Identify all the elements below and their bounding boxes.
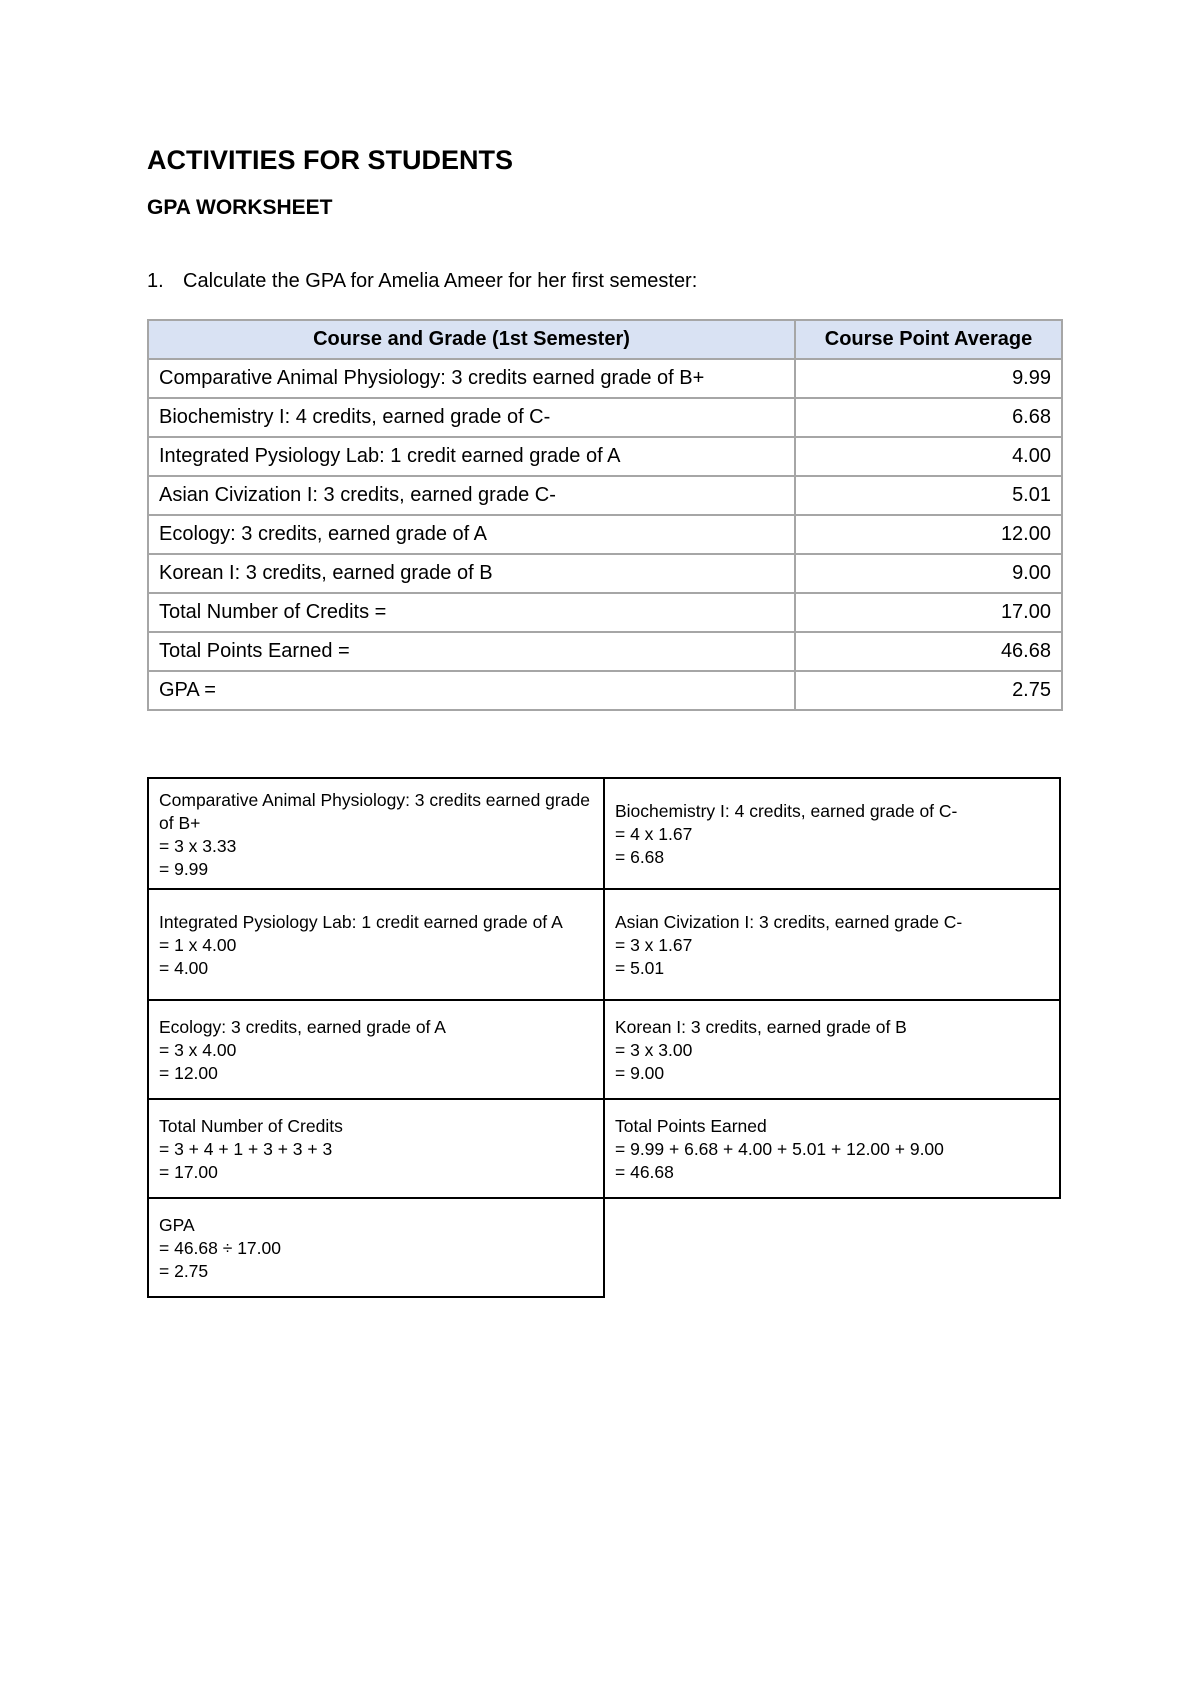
calculation-row (148, 778, 1060, 889)
calculation-formula: = 3 x 4.00 (159, 1040, 237, 1060)
calculation-cell (604, 1000, 1060, 1099)
total-credits-label: Total Number of Credits = (148, 593, 795, 632)
empty-cell (604, 1198, 1060, 1297)
gpa-value: 2.75 (795, 671, 1062, 710)
page-subtitle: GPA WORKSHEET (147, 196, 333, 219)
calculation-cell (148, 1000, 604, 1099)
calculation-course: Biochemistry I: 4 credits, earned grade of C- (615, 801, 958, 821)
calculation-formula: = 4 x 1.67 (615, 824, 693, 844)
course-cell: Comparative Animal Physiology: 3 credits earned grade of B+ (148, 359, 795, 398)
question-text: Calculate the GPA for Amelia Ameer for her first semester: (183, 270, 698, 292)
course-cell: Korean I: 3 credits, earned grade of B (148, 554, 795, 593)
gpa-row (148, 671, 1062, 710)
table-row (148, 515, 1062, 554)
calculation-result: = 9.99 (159, 858, 209, 879)
page-title: ACTIVITIES FOR STUDENTS (147, 145, 514, 175)
total-credits-value: 17.00 (795, 593, 1062, 632)
points-cell: 6.68 (795, 398, 1062, 437)
points-cell: 9.00 (795, 554, 1062, 593)
table-row (148, 554, 1062, 593)
points-cell: 4.00 (795, 437, 1062, 476)
table-row (148, 476, 1062, 515)
calculation-result: = 6.68 (615, 847, 665, 867)
question-number: 1. (147, 270, 164, 292)
calculation-formula: = 3 x 1.67 (615, 935, 693, 955)
calculation-course: Ecology: 3 credits, earned grade of A (159, 1017, 446, 1037)
column-header-points: Course Point Average (795, 320, 1062, 359)
total-points-row (148, 632, 1062, 671)
calculation-formula: = 3 x 3.33 (159, 835, 237, 856)
question-1 (147, 270, 697, 293)
calculation-result: = 4.00 (159, 958, 209, 978)
total-points-value: 46.68 (795, 632, 1062, 671)
calculation-table (147, 777, 1061, 1298)
table-row (148, 437, 1062, 476)
calculation-course: Asian Civization I: 3 credits, earned grade C- (615, 912, 963, 932)
calculation-row (148, 889, 1060, 1000)
grades-table (147, 319, 1063, 711)
calculation-result: = 46.68 (615, 1162, 674, 1182)
calculation-label: Total Number of Credits (159, 1116, 343, 1136)
calculation-formula: = 3 + 4 + 1 + 3 + 3 + 3 (159, 1139, 333, 1159)
total-points-label: Total Points Earned = (148, 632, 795, 671)
calculation-result: = 9.00 (615, 1063, 665, 1083)
course-cell: Integrated Pysiology Lab: 1 credit earned grade of A (148, 437, 795, 476)
calculation-label: Total Points Earned (615, 1116, 767, 1136)
course-cell: Ecology: 3 credits, earned grade of A (148, 515, 795, 554)
points-cell: 5.01 (795, 476, 1062, 515)
calculation-course: Korean I: 3 credits, earned grade of B (615, 1017, 907, 1037)
table-row (148, 359, 1062, 398)
calculation-row (148, 1000, 1060, 1099)
calculation-result: = 2.75 (159, 1261, 209, 1281)
course-cell: Biochemistry I: 4 credits, earned grade of C- (148, 398, 795, 437)
column-header-course: Course and Grade (1st Semester) (148, 320, 795, 359)
calculation-formula: = 9.99 + 6.68 + 4.00 + 5.01 + 12.00 + 9.00 (615, 1139, 944, 1159)
calculation-course: Comparative Animal Physiology: 3 credits earned grade of B+ (159, 789, 590, 833)
total-credits-row (148, 593, 1062, 632)
course-cell: Asian Civization I: 3 credits, earned grade C- (148, 476, 795, 515)
calculation-formula: = 46.68 ÷ 17.00 (159, 1238, 281, 1258)
calculation-cell (604, 778, 1060, 889)
calculation-formula: = 3 x 3.00 (615, 1040, 693, 1060)
calculation-row (148, 1198, 1060, 1297)
calculation-course: Integrated Pysiology Lab: 1 credit earned grade of A (159, 912, 563, 932)
points-cell: 12.00 (795, 515, 1062, 554)
calculation-cell (148, 889, 604, 1000)
grades-header-row (148, 320, 1062, 359)
calculation-cell (604, 889, 1060, 1000)
calculation-result: = 5.01 (615, 958, 665, 978)
table-row (148, 398, 1062, 437)
calculation-label: GPA (159, 1215, 195, 1235)
total-credits-calculation (148, 1099, 604, 1198)
calculation-row (148, 1099, 1060, 1198)
total-points-calculation (604, 1099, 1060, 1198)
gpa-calculation (148, 1198, 604, 1297)
calculation-formula: = 1 x 4.00 (159, 935, 237, 955)
points-cell: 9.99 (795, 359, 1062, 398)
gpa-label: GPA = (148, 671, 795, 710)
calculation-result: = 12.00 (159, 1063, 218, 1083)
calculation-result: = 17.00 (159, 1162, 218, 1182)
calculation-cell (148, 778, 604, 889)
